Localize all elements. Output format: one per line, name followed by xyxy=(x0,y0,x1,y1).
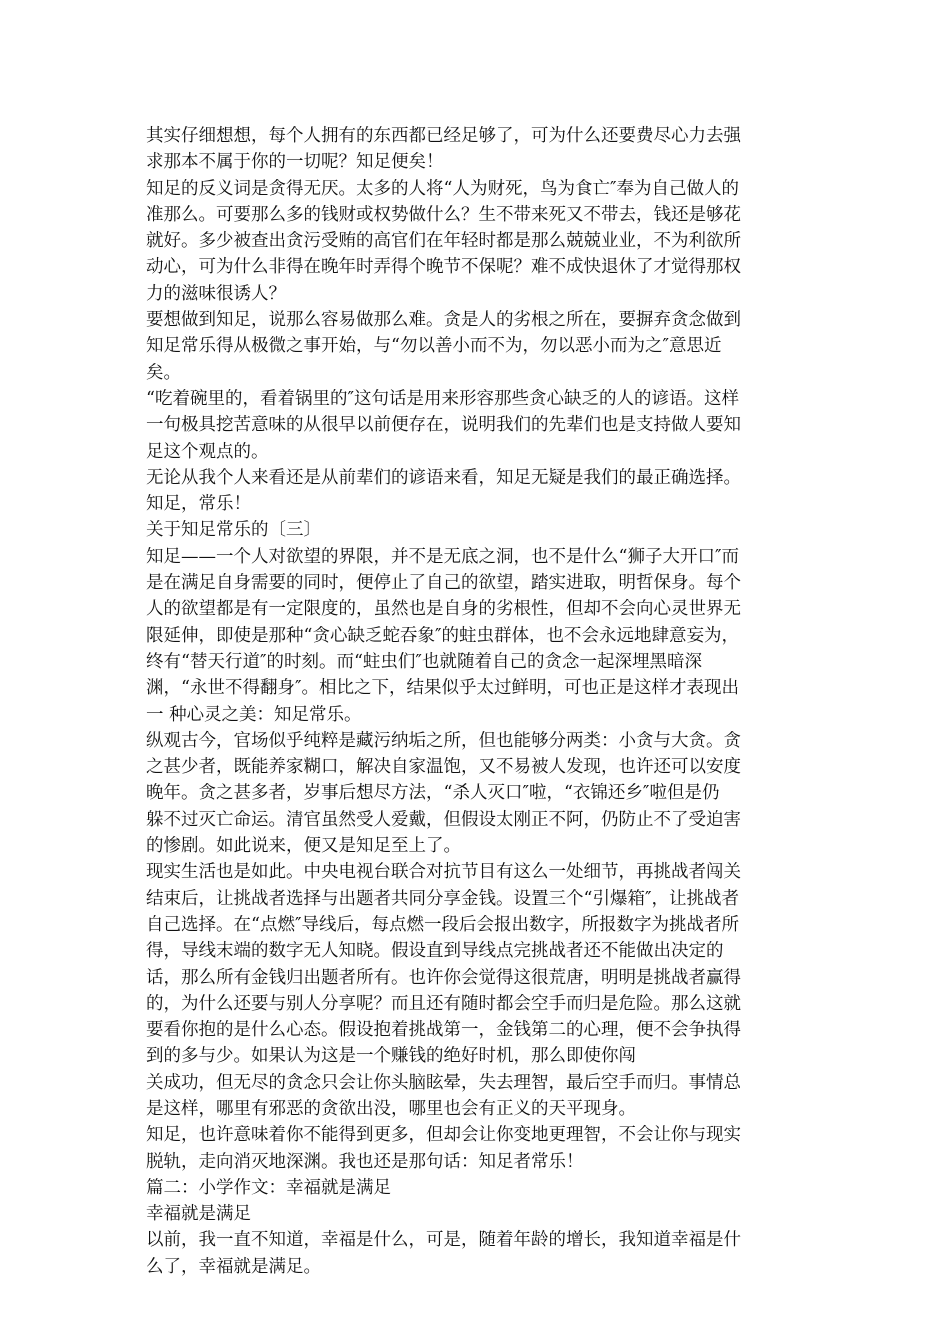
text-line: 终有“替天行道″的时刻。而“蛀虫们″也就随着自己的贪念一起深埋黑暗深 xyxy=(146,651,702,672)
text-line: 到的多与少。如果认为这是一个赚钱的绝好时机，那么即使你闯 xyxy=(146,1046,636,1067)
text-line: 求那本不属于你的一切呢？知足便矣！ xyxy=(146,152,444,173)
text-line: 躲不过灭亡命运。清官虽然受人爱戴，但假设太刚正不阿，仍防止不了受迫害 xyxy=(146,809,741,830)
text-line: 知足，也许意味着你不能得到更多，但却会让你变地更理智，不会让你与现实 xyxy=(146,1125,741,1146)
text-line: 其实仔细想想，每个人拥有的东西都已经足够了，可为什么还要费尽心力去强 xyxy=(146,126,741,146)
text-line: 自己选择。在“点燃″导线后，每点燃一段后会报出数字，所报数字为挑战者所 xyxy=(146,914,739,935)
text-line: 晚年。贪之甚多者，岁事后想尽方法，“杀人灭口″啦，“衣锦还乡″啦但是仍 xyxy=(146,783,720,804)
text-line: 知足常乐得从极微之事开始，与“勿以善小而不为，勿以恶小而为之″意思近 xyxy=(146,336,722,357)
text-line: 结束后，让挑战者选择与出题者共同分享金钱。设置三个“引爆箱″，让挑战者 xyxy=(146,888,739,909)
text-line: 的惨剧。如此说来，便又是知足至上了。 xyxy=(146,836,461,857)
text-line: 动心，可为什么非得在晚年时弄得个晚节不保呢？难不成快退休了才觉得那权 xyxy=(146,257,741,278)
text-line: 准那么。可要那么多的钱财或权势做什么？生不带来死又不带去，钱还是够花 xyxy=(146,204,741,225)
text-line: 之甚少者，既能养家糊口，解决自家温饱，又不易被人发现，也许还可以安度 xyxy=(146,757,741,778)
text-line: 要想做到知足，说那么容易做那么难。贪是人的劣根之所在，要摒弃贪念做到 xyxy=(146,310,741,331)
text-line: 矣。 xyxy=(146,362,181,383)
text-line: 渊，“永世不得翻身″。相比之下，结果似乎太过鲜明，可也正是这样才表现出 xyxy=(146,678,739,699)
text-line: 足这个观点的。 xyxy=(146,441,269,462)
section-heading: 关于知足常乐的〔三〕 xyxy=(146,520,321,541)
text-line: 脱轨，走向消灭地深渊。我也还是那句话：知足者常乐！ xyxy=(146,1151,584,1172)
text-line: 么了，幸福就是满足。 xyxy=(146,1256,321,1277)
text-line: 知足的反义词是贪得无厌。太多的人将“人为财死，鸟为食亡″奉为自己做人的 xyxy=(146,178,739,199)
text-line: 限延伸，即使是那种“贪心缺乏蛇吞象″的蛀虫群体，也不会永远地肆意妄为， xyxy=(146,625,739,646)
section-heading: 篇二：小学作文：幸福就是满足 xyxy=(146,1177,391,1198)
text-line: 得，导线末端的数字无人知晓。假设直到导线点完挑战者还不能做出决定的 xyxy=(146,941,724,962)
text-line: 一句极具挖苦意味的从很早以前便存在，说明我们的先辈们也是支持做人要知 xyxy=(146,415,741,436)
text-line: 人的欲望都是有一定限度的，虽然也是自身的劣根性，但却不会向心灵世界无 xyxy=(146,599,741,620)
text-line: 无论从我个人来看还是从前辈们的谚语来看，知足无疑是我们的最正确选择。 xyxy=(146,467,741,488)
text-line: 关成功，但无尽的贪念只会让你头脑眩晕，失去理智，最后空手而归。事情总 xyxy=(146,1072,741,1093)
text-line: 以前，我一直不知道，幸福是什么，可是，随着年龄的增长，我知道幸福是什 xyxy=(146,1230,741,1251)
text-line: 要看你抱的是什么心态。假设抱着挑战第一，金钱第二的心理，便不会争执得 xyxy=(146,1020,741,1041)
text-line: 就好。多少被查出贪污受贿的高官们在年轻时都是那么兢兢业业，不为利欲所 xyxy=(146,231,741,252)
text-line: 现实生活也是如此。中央电视台联合对抗节目有这么一处细节，再挑战者闯关 xyxy=(146,862,741,883)
text-line: 话，那么所有金钱归出题者所有。也许你会觉得这很荒唐，明明是挑战者赢得 xyxy=(146,967,741,988)
text-line: 是这样，哪里有邪恶的贪欲出没，哪里也会有正义的天平现身。 xyxy=(146,1098,636,1119)
text-line: “吃着碗里的，看着锅里的″这句话是用来形容那些贪心缺乏的人的谚语。这样 xyxy=(146,388,739,409)
text-line: 纵观古今，官场似乎纯粹是藏污纳垢之所，但也能够分两类：小贪与大贪。贪 xyxy=(146,730,741,751)
document-body xyxy=(146,123,806,1280)
text-line: 的，为什么还要与别人分享呢？而且还有随时都会空手而归是危险。那么这就 xyxy=(146,993,741,1014)
text-line: 知足，常乐！ xyxy=(146,494,251,515)
text-line: 力的滋味很诱人？ xyxy=(146,283,286,304)
text-line: 知足——一个人对欲望的界限，并不是无底之洞，也不是什么“狮子大开口″而 xyxy=(146,546,739,567)
text-line: 一 种心灵之美：知足常乐。 xyxy=(146,704,362,725)
article-title: 幸福就是满足 xyxy=(146,1204,251,1225)
text-line: 是在满足自身需要的同时，便停止了自己的欲望，踏实进取，明哲保身。每个 xyxy=(146,573,741,594)
